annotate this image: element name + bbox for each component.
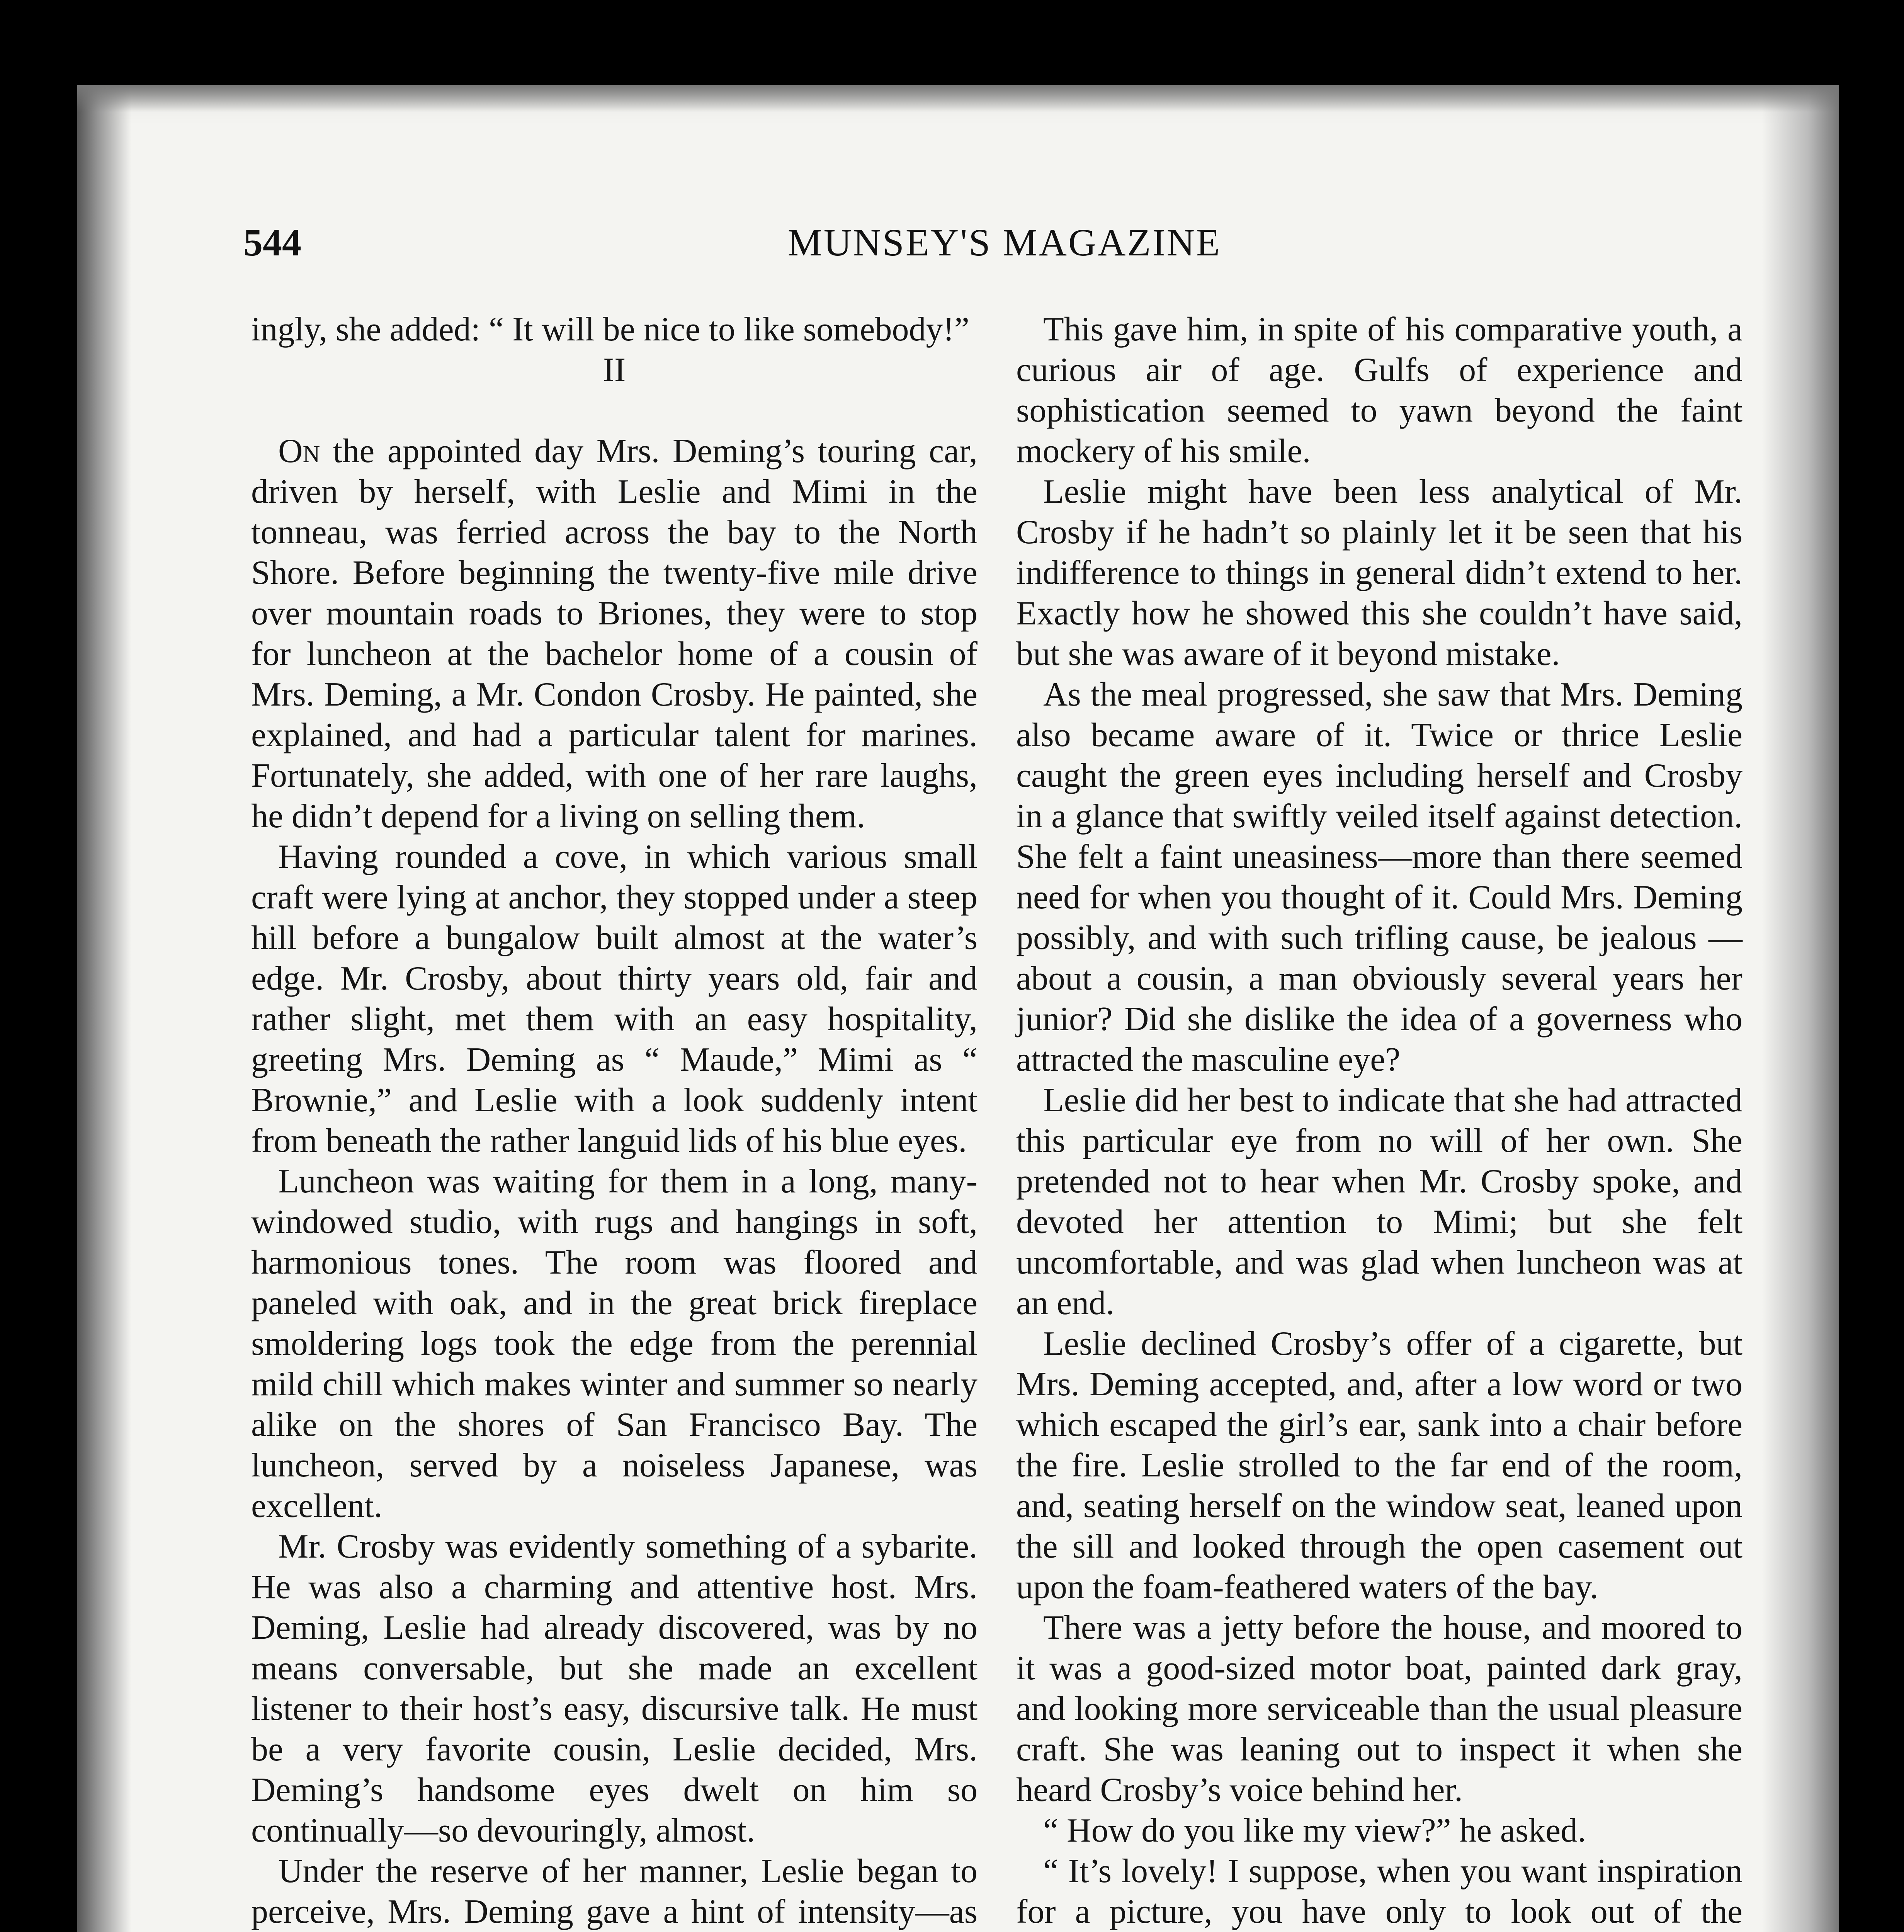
opening-word: On <box>278 432 320 470</box>
paragraph: Luncheon was waiting for them in a long, many-windowed studio, with rugs and hangings in soft, harmonious tones. The room was floored and paneled with oak, and in the great brick fireplace smoldering logs took the edge from the perennial mild chill which makes winter and summer so nearly alike on the shores of San Francisco Bay. The luncheon, served by a noiseless Japanese, was excellent. <box>251 1163 978 1525</box>
paragraph: Having rounded a cove, in which various small craft were lying at anchor, they stopped under a steep hill before a bungalow built almost at the water’s edge. Mr. Crosby, about thirty years old, fair and rather slight, met them with an easy hospitality, greeting Mrs. Deming as “ Maude,” Mimi as “ Brownie,” and Leslie with a look suddenly intent from beneath the rather languid lids of his blue eyes. <box>251 838 978 1160</box>
paragraph <box>251 431 978 837</box>
running-head-title: MUNSEY'S MAGAZINE <box>787 221 1222 264</box>
paragraph-text: the appointed day Mrs. Deming’s touring car, driven by herself, with Leslie and Mimi in the tonneau, was ferried across the bay to the North Shore. Before beginning the twenty-five mile drive over mountain roads to Briones, they were to stop for luncheon at the bachelor home of a cousin of Mrs. Deming, a Mr. Condon Crosby. He painted, she explained, and had a particular talent for marines. Fortunately, she added, with one of her rare laughs, he didn’t depend for a living on selling them. <box>251 432 978 835</box>
paragraph: Leslie might have been less analytical of Mr. Crosby if he hadn’t so plainly let it be seen that his indifference to things in general didn’t extend to her. Exactly how he showed this she couldn’t have said, but she was aware of it beyond mistake. <box>1016 473 1742 673</box>
dialogue-paragraph: “ How do you like my view?” he asked. <box>1043 1812 1586 1849</box>
page-edge-shadow-right <box>1762 85 1839 1932</box>
paragraph: Mr. Crosby was evidently something of a sybarite. He was also a charming and attentive host. Mrs. Deming, Leslie had already discovered, was by no means conversable, but she made an excellent listener to their host’s easy, discursive talk. He must be a very favorite cousin, Leslie decided, Mrs. Deming’s handsome eyes dwelt on him so continually—so devouringly, almost. <box>251 1528 978 1849</box>
continuation-paragraph: ingly, she added: “ It will be nice to like somebody!” <box>251 311 969 348</box>
right-column <box>1016 309 1742 1932</box>
paragraph: As the meal progressed, she saw that Mrs. Deming also became aware of it. Twice or thrice Leslie caught the green eyes including herself and Crosby in a glance that swiftly veiled itself against detection. She felt a faint uneasiness—more than there seemed need for when you thought of it. Could Mrs. Deming possibly, and with such trifling cause, be jealous —about a cousin, a man obviously several years her junior? Did she dislike the idea of a governess who attracted the masculine eye? <box>1016 676 1742 1078</box>
dialogue-paragraph: “ It’s lovely! I suppose, when you want inspiration for a picture, you have only to look out of the <box>1016 1852 1742 1930</box>
paragraph: This gave him, in spite of his comparative youth, a curious air of age. Gulfs of experience and sophistication seemed to yawn beyond the faint mockery of his smile. <box>1016 311 1742 470</box>
page-edge-shadow-left <box>77 85 131 1932</box>
section-numeral: II <box>603 351 626 389</box>
paragraph: There was a jetty before the house, and moored to it was a good-sized motor boat, painted dark gray, and looking more serviceable than the usual pleasure craft. She was leaning out to inspect it when she heard Crosby’s voice behind her. <box>1016 1609 1742 1809</box>
page-edge-shadow-top <box>77 85 1839 112</box>
page-number: 544 <box>243 221 301 264</box>
paragraph: Leslie declined Crosby’s offer of a cigarette, but Mrs. Deming accepted, and, after a low word or two which escaped the girl’s ear, sank into a chair before the fire. Leslie strolled to the far end of the room, and, seating herself on the window seat, leaned upon the sill and looked through the open casement out upon the foam-feathered waters of the bay. <box>1016 1325 1742 1606</box>
paragraph: Leslie did her best to indicate that she had attracted this particular eye from no will of her own. She pretended not to hear when Mr. Crosby spoke, and devoted her attention to Mimi; but she felt uncomfortable, and was glad when luncheon was at an end. <box>1016 1082 1742 1322</box>
paragraph: Under the reserve of her manner, Leslie began to perceive, Mrs. Deming gave a hint of intensity—as <box>251 1852 978 1930</box>
left-column <box>251 309 978 1932</box>
